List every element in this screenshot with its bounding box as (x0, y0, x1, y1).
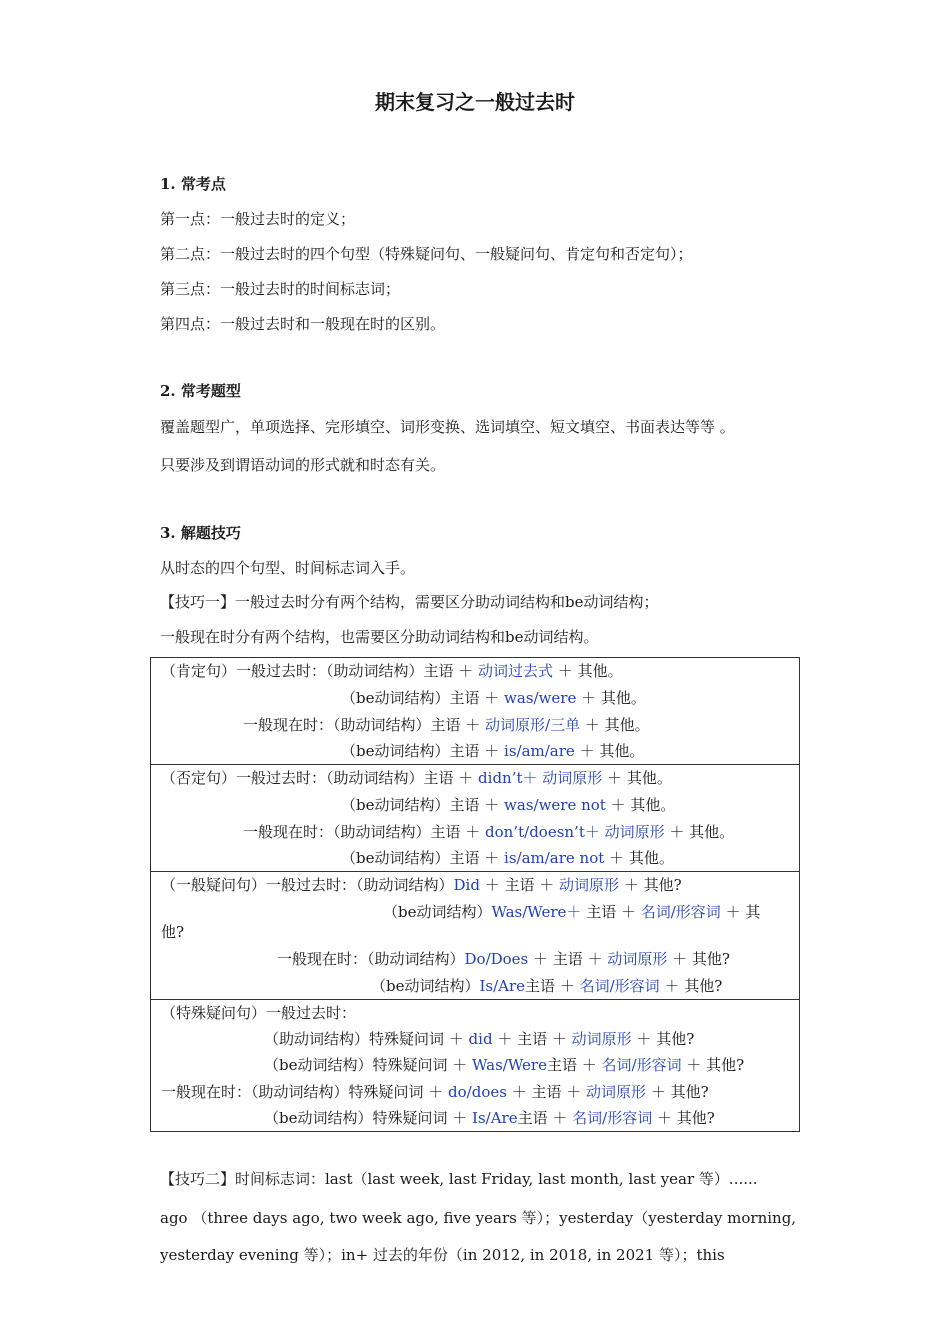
tip2-line-3: yesterday evening 等）；in+ 过去的年份（in 2012, in 2018, in 2021 等）；this (160, 1246, 725, 1264)
q-line-3: 一般现在时：（助动词结构）Do/Does ＋ 主语 ＋ 动词原形 ＋ 其他? (277, 950, 730, 968)
neg-line-3: 一般现在时：（助动词结构）主语 ＋ don’t/doesn’t＋ 动词原形 ＋ 其他。 (243, 823, 735, 841)
s1-line-1: 第一点：一般过去时的定义； (160, 210, 356, 228)
q-line-4: （be动词结构）Is/Are主语 ＋ 名词/形容词 ＋ 其他? (371, 977, 723, 995)
tip1-line-1: 【技巧一】一般过去时分有两个结构，需要区分助动词结构和be动词结构； (160, 593, 659, 611)
s1-line-2: 第二点：一般过去时的四个句型（特殊疑问句、一般疑问句、肯定句和否定句）； (160, 245, 693, 263)
wh-question-cell (151, 1000, 799, 1131)
wh-line-2: （助动词结构）特殊疑问词 ＋ did ＋ 主语 ＋ 动词原形 ＋ 其他? (264, 1030, 695, 1048)
q-line-2: （be动词结构）Was/Were＋ 主语 ＋ 名词/形容词 ＋ 其 (383, 903, 761, 921)
tip1-line-2: 一般现在时分有两个结构，也需要区分助动词结构和be动词结构。 (160, 628, 599, 646)
negative-cell (151, 765, 799, 871)
aff-line-1: （肯定句）一般过去时：（助动词结构）主语 ＋ 动词过去式 ＋ 其他。 (161, 662, 623, 680)
wh-line-3: （be动词结构）特殊疑问词 ＋ Was/Were主语 ＋ 名词/形容词 ＋ 其他? (264, 1056, 745, 1074)
tip2-line-1: 【技巧二】时间标志词：last（last week, last Friday, last month, last year 等）...... (160, 1170, 758, 1188)
s2-line-2: 只要涉及到谓语动词的形式就和时态有关。 (160, 456, 446, 474)
s2-line-1: 覆盖题型广，单项选择、完形填空、词形变换、选词填空、短文填空、书面表达等等 。 (160, 418, 735, 436)
neg-line-1: （否定句）一般过去时：（助动词结构）主语 ＋ didn’t＋ 动词原形 ＋ 其他。 (161, 769, 672, 787)
general-question-cell (151, 872, 799, 999)
aff-line-3: 一般现在时：（助动词结构）主语 ＋ 动词原形/三单 ＋ 其他。 (243, 716, 650, 734)
q-line-2-wrap: 他? (161, 923, 185, 941)
s1-line-4: 第四点：一般过去时和一般现在时的区别。 (160, 315, 446, 333)
section-2-heading: 2. 常考题型 (160, 382, 241, 400)
section-1-heading: 1. 常考点 (160, 175, 226, 193)
section-3-heading: 3. 解题技巧 (160, 524, 241, 542)
s1-line-3: 第三点：一般过去时的时间标志词； (160, 280, 401, 298)
neg-line-4: （be动词结构）主语 ＋ is/am/are not ＋ 其他。 (341, 849, 674, 867)
sentence-pattern-table (150, 657, 800, 1132)
s3-intro: 从时态的四个句型、时间标志词入手。 (160, 559, 416, 577)
page-title: 期末复习之一般过去时 (375, 90, 575, 114)
affirmative-cell (151, 658, 799, 764)
q-line-1: （一般疑问句）一般过去时：（助动词结构）Did ＋ 主语 ＋ 动词原形 ＋ 其他? (161, 876, 682, 894)
neg-line-2: （be动词结构）主语 ＋ was/were not ＋ 其他。 (341, 796, 676, 814)
wh-line-4: 一般现在时：（助动词结构）特殊疑问词 ＋ do/does ＋ 主语 ＋ 动词原形 ＋ 其他? (161, 1083, 709, 1101)
aff-line-4: （be动词结构）主语 ＋ is/am/are ＋ 其他。 (341, 742, 645, 760)
tip2-line-2: ago （three days ago, two week ago, five years 等）；yesterday（yesterday morning, (160, 1209, 797, 1227)
wh-line-5: （be动词结构）特殊疑问词 ＋ Is/Are主语 ＋ 名词/形容词 ＋ 其他? (264, 1109, 715, 1127)
aff-line-2: （be动词结构）主语 ＋ was/were ＋ 其他。 (341, 689, 646, 707)
wh-line-1: （特殊疑问句）一般过去时： (161, 1004, 357, 1022)
